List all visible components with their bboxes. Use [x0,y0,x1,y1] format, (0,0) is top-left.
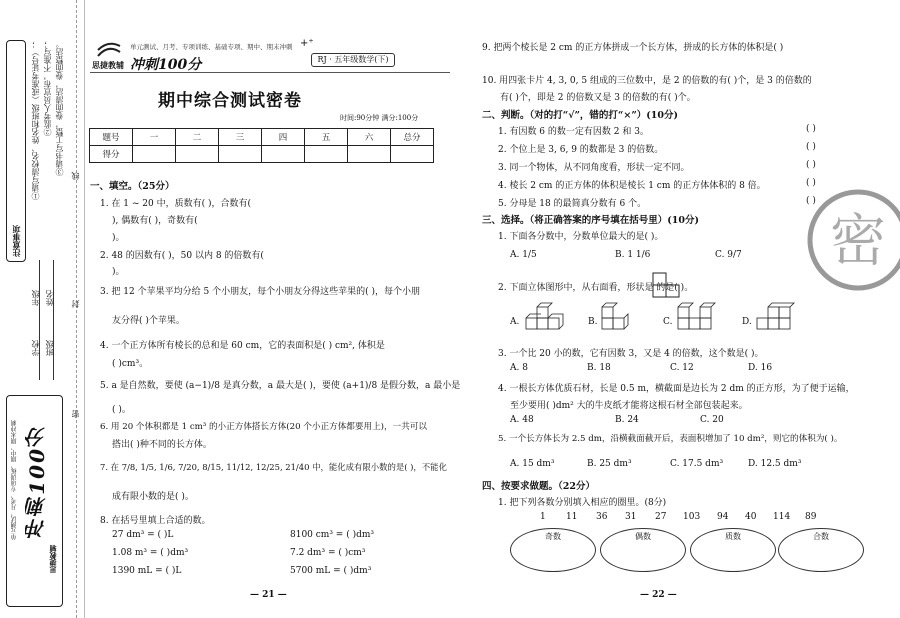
oval-label: 偶数 [635,532,651,541]
choice-5-opt-c: C. 17.5 dm³ [670,459,724,469]
number-item: 89 [805,512,817,522]
number-item: 31 [625,512,637,522]
score-input[interactable] [176,146,219,163]
judge-2: 2. 个位上是 3, 6, 9 的数都是 3 的倍数。 [498,145,664,155]
judge-answer-1[interactable]: ( ) [806,124,816,134]
judge-answer-5[interactable]: ( ) [806,196,816,206]
q8-instruction: 8. 在括号里填上合适的数。 [100,516,211,526]
q6-line1: 6. 用 20 个体积都是 1 cm³ 的小正方体搭长方体(20 个小正方体都要用上)，一共可以 [100,422,427,432]
oval-composite[interactable] [778,528,864,572]
q5-line2: ( )。 [112,405,131,415]
notice-line-3: ③请书写工整，卷面清洁，卷面整洁。 [55,40,64,176]
exam-meta: 时间:90分钟 满分:100分 [340,114,419,122]
choice-5-opt-a: A. 15 dm³ [510,459,555,469]
choice-5-opt-d: D. 12.5 dm³ [748,459,802,469]
score-input[interactable] [305,146,348,163]
q8-item-2: 8100 cm³ = ( )dm³ [290,530,374,540]
score-header-row [90,129,434,146]
number-item: 114 [773,512,791,522]
choice-5: 5. 一个长方体长为 2.5 dm，沿横截面截开后，表面积增加了 10 dm²，则它的体积为( )。 [498,434,843,444]
edition-badge: RJ · 五年级数学(下) [311,53,395,67]
number-item: 40 [745,512,757,522]
q7-line1: 7. 在 7/8, 1/5, 1/6, 7/20, 8/15, 11/12, 12/25, 21/40 中，能化成有限小数的是( )，不能化 [100,462,447,472]
score-input[interactable] [262,146,305,163]
q9: 9. 把两个棱长是 2 cm 的正方体拼成一个长方体，拼成的长方体的体积是( ) [482,43,784,53]
q10-line2: 有( )个，即是 2 的倍数又是 3 的倍数的有( )个。 [500,93,696,103]
number-item: 94 [717,512,729,522]
score-cell: 四 [262,129,305,146]
cut-mark-2: 封 [71,300,80,308]
q10-line1: 10. 用四张卡片 4, 3, 0, 5 组成的三位数中，是 2 的倍数的有( )个，是 3 的倍数的 [482,76,812,86]
judge-answer-2[interactable]: ( ) [806,142,816,152]
choice-1-opt-b: B. 1 1/6 [615,250,651,260]
number-item: 11 [566,512,578,522]
q8-item-1: 27 dm³ = ( )L [112,530,174,540]
judge-4: 4. 棱长 2 cm 的正方体的体积是棱长 1 cm 的正方体体积的 8 倍。 [498,181,766,191]
choice-3: 3. 一个比 20 小的数，它有因数 3，又是 4 的倍数，这个数是( )。 [498,349,764,359]
score-input[interactable] [133,146,176,163]
name-field-label: 姓名 [45,290,54,306]
choice-2-opt-b: B. [588,317,598,327]
q8-item-3: 1.08 m³ = ( )dm³ [112,548,189,558]
choice-4-line1: 4. 一根长方体优质石材，长是 0.5 m，横截面是边长为 2 dm 的正方形，为了便于运输， [498,384,855,394]
number-item: 36 [596,512,608,522]
class-field-label: 班级 [45,340,54,356]
task-1: 1. 把下列各数分别填入相应的圈里。(8分) [498,498,667,508]
cube-stack-c-icon [676,296,716,332]
choice-5-opt-b: B. 25 dm³ [587,459,632,469]
choice-1-opt-a: A. 1/5 [510,250,537,260]
choice-2-opt-a: A. [510,317,520,327]
header-logo: 思捷教辅 [92,60,124,70]
score-cell: 总分 [391,129,434,146]
choice-4-opt-b: B. 24 [615,415,639,425]
q3-line2: 友分得( )个苹果。 [112,316,185,326]
choice-4-opt-a: A. 48 [510,415,534,425]
q8-item-6: 5700 mL = ( )dm³ [290,566,372,576]
score-cell: 五 [305,129,348,146]
header-rule [90,72,450,73]
choice-3-opt-d: D. 16 [748,363,773,373]
number-item: 103 [683,512,701,522]
score-table [89,128,434,163]
choice-3-opt-b: B. 18 [587,363,611,373]
choice-1: 1. 下面各分数中，分数单位最大的是( )。 [498,232,664,242]
section-choice: 三、选择。（将正确答案的序号填在括号里）(10分) [482,215,699,226]
q4-line1: 4. 一个正方体所有棱长的总和是 60 cm，它的表面积是( ) cm², 体积是 [100,341,385,351]
choice-3-opt-c: C. 12 [670,363,694,373]
score-cell: 六 [348,129,391,146]
brand-logo: 思捷教辅 [48,545,57,573]
right-view-shape-icon [652,272,682,298]
score-cell: 得分 [90,146,133,163]
plus-decor-icon: +⁺ [300,38,314,49]
choice-3-opt-a: A. 8 [510,363,528,373]
score-cell: 三 [219,129,262,146]
q1-line1: 1. 在 1 ~ 20 中，质数有( )，合数有( [100,199,252,209]
judge-1: 1. 有因数 6 的数一定有因数 2 和 3。 [498,127,649,137]
svg-text:密: 密 [830,209,886,274]
notice-label: 注意事项 [11,225,21,257]
oval-even[interactable] [600,528,686,572]
oval-label: 奇数 [545,532,561,541]
q6-line2: 搭出( )种不同的长方体。 [112,440,212,450]
choice-2-opt-c: C. [663,317,673,327]
q7-line2: 成有限小数的是( )。 [112,492,194,502]
cube-stack-d-icon [755,296,795,332]
page-number-left: — 21 — [250,590,287,600]
choice-2: 2. 下面立体图形中，从右面看，形状是 的是( )。 [498,283,694,293]
school-field-label: 学校 [31,340,40,356]
judge-answer-4[interactable]: ( ) [806,178,816,188]
brand-series: 单元测试、月考、专项训练、期中、期末冲刺 [11,420,18,540]
q4-line2: ( )cm³。 [112,359,149,369]
section-fill-blank: 一、填空。（25分） [90,181,175,192]
score-value-row [90,146,434,163]
score-input[interactable] [348,146,391,163]
choice-1-opt-c: C. 9/7 [715,250,742,260]
section-judge: 二、判断。（对的打“√”，错的打“×”）(10分) [482,110,679,121]
score-cell: 题号 [90,129,133,146]
q2-line2: )。 [112,267,125,277]
q8-item-4: 7.2 dm³ = ( )cm³ [290,548,366,558]
grade-field-label: 年级 [31,290,40,306]
score-input[interactable] [219,146,262,163]
q8-item-5: 1390 mL = ( )L [112,566,182,576]
section-tasks: 四、按要求做题。（22分） [482,481,595,492]
score-cell: 一 [133,129,176,146]
cube-stack-a-icon [524,296,564,332]
q3-line1: 3. 把 12 个苹果平均分给 5 个小朋友，每个小朋友分得这些苹果的( )，每个小朋 [100,287,420,297]
q1-line3: )。 [112,233,125,243]
choice-4-opt-c: C. 20 [700,415,724,425]
choice-2-opt-d: D. [742,317,752,327]
judge-5: 5. 分母是 18 的最简真分数有 6 个。 [498,199,647,209]
q5-line1: 5. a 是自然数，要使 (a−1)/8 是真分数，a 最大是( )，要使 (a+1)/8 是假分数，a 最小是 [100,381,461,391]
cut-mark-3: 密 [71,410,80,418]
number-item: 1 [540,512,546,522]
number-item: 27 [655,512,667,522]
judge-3: 3. 同一个物体，从不同角度看，形状一定不同。 [498,163,690,173]
oval-prime[interactable] [690,528,776,572]
page-title: 期中综合测试密卷 [158,91,302,111]
header-series: 单元测试、月考、专项训练、基础专项、期中、期末冲刺 [130,43,293,51]
q1-line2: ), 偶数有( )，奇数有( [112,216,198,226]
cube-stack-b-icon [600,296,640,332]
score-input[interactable] [391,146,434,163]
book-logo-icon [96,38,122,60]
oval-label: 合数 [813,532,829,541]
page-number-right: — 22 — [640,590,677,600]
notice-line-2: ②监考人员宣布，不准写； [43,40,52,136]
score-cell: 二 [176,129,219,146]
oval-label: 质数 [725,532,741,541]
judge-answer-3[interactable]: ( ) [806,160,816,170]
choice-4-line2: 至少要用( )dm² 大的牛皮纸才能将这根石材全部包装起来。 [510,401,748,411]
header-brand: 冲刺100分 [130,57,202,73]
q2-line1: 2. 48 的因数有( )，50 以内 8 的倍数有( [100,251,264,261]
secret-seal-icon [800,185,900,295]
cut-mark-1: 线 [71,172,80,180]
notice-line-1: ①请写清校名、姓名和班级（或准考证号）； [31,40,40,200]
oval-odd[interactable] [510,528,596,572]
brand-title: 冲刺100分 [25,425,49,539]
